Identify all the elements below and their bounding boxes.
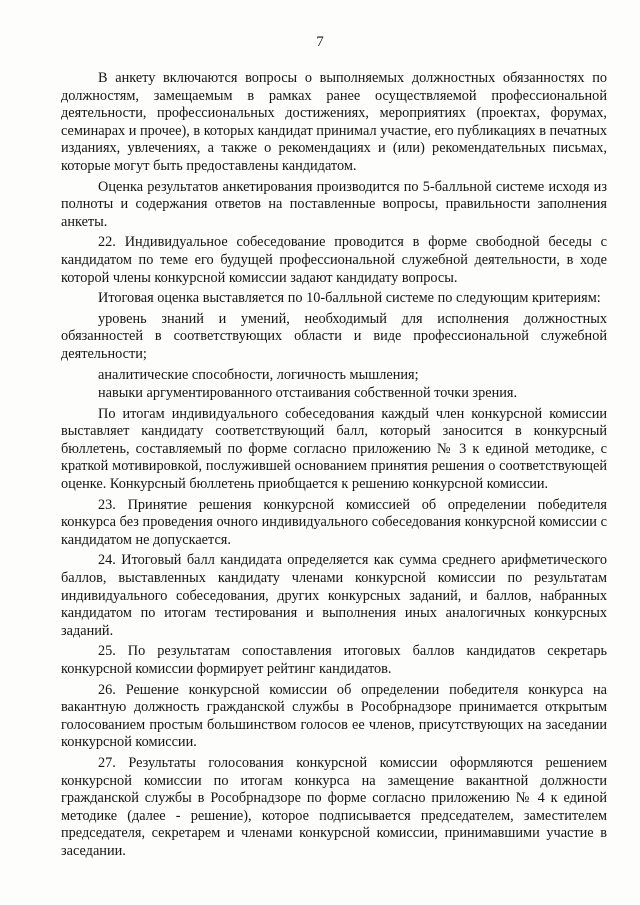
paragraph-interview-ballot: По итогам индивидуального собеседования каждый член конкурсной комиссии выставляет кандидату соответствующий балл, который заносится в конкурсный бюллетень, составляемый по форме согласно приложению № 3 к единой методике, с краткой мотивировкой, послужившей основанием принятия решения о соответствующей оценке. Конкурсный бюллетень приобщается к решению конкурсной комиссии. (61, 405, 607, 493)
paragraph-23-no-decision-without-interview: 23. Принятие решения конкурсной комиссией об определении победителя конкурса без проведения очного индивидуального собеседования конкурсной комиссии с кандидатом не допускается. (61, 496, 607, 548)
paragraph-final-score-criteria: Итоговая оценка выставляется по 10-балльной системе по следующим критериям: (98, 290, 601, 307)
criterion-argumentation-skills: навыки аргументированного отстаивания собственной точки зрения. (98, 385, 518, 402)
paragraph-questionnaire-evaluation: Оценка результатов анкетирования производится по 5-балльной системе исходя из полноты и содержания ответов на поставленные вопросы, правильности заполнения анкеты. (61, 178, 607, 230)
paragraph-22-interview: 22. Индивидуальное собеседование проводится в форме свободной беседы с кандидатом по теме его будущей профессиональной служебной деятельности, в ходе которой члены конкурсной комиссии задают кандидату вопросы. (61, 234, 607, 286)
criterion-knowledge-skills: уровень знаний и умений, необходимый для исполнения должностных обязанностей в соответствующих области и виде профессиональной служебной деятельности; (61, 310, 607, 362)
document-body (61, 70, 607, 861)
paragraph-24-final-score: 24. Итоговый балл кандидата определяется как сумма среднего арифметического баллов, выставленных кандидату членами конкурсной комиссии по результатам индивидуального собеседования, других конкурсных заданий, и баллов, набранных кандидатом по итогам тестирования и выполнения иных аналогичных конкурсных заданий. (61, 552, 607, 639)
paragraph-26-voting: 26. Решение конкурсной комиссии об определении победителя конкурса на вакантную должность гражданской службы в Рособрнадзоре принимается открытым голосованием простым большинством голосов ее членов, присутствующих на заседании конкурсной комиссии. (61, 681, 607, 751)
page-number: 7 (316, 34, 324, 50)
paragraph-questionnaire-content: В анкету включаются вопросы о выполняемых должностных обязанностях по должностям, замещаемым в рамках ранее осуществляемой профессиональной деятельности, профессиональных достижениях, мероприятиях (проектах, форумах, семинарах и прочее), в которых кандидат принимал участие, его публикациях в печатных изданиях, увлечениях, а также о рекомендациях и (или) рекомендательных письмах, которые могут быть предоставлены кандидатом. (61, 70, 607, 174)
paragraph-27-decision: 27. Результаты голосования конкурсной комиссии оформляются решением конкурсной комиссии по итогам конкурса на замещение вакантной должности гражданской службы в Рособрнадзоре по форме согласно приложению № 4 к единой методике (далее - решение), которое подписывается председателем, заместителем председателя, секретарем и членами конкурсной комиссии, принимавшими участие в заседании. (61, 754, 607, 859)
paragraph-25-ranking: 25. По результатам сопоставления итоговых баллов кандидатов секретарь конкурсной комиссии формирует рейтинг кандидатов. (61, 643, 607, 677)
criterion-analytical-abilities: аналитические способности, логичность мышления; (98, 366, 419, 383)
